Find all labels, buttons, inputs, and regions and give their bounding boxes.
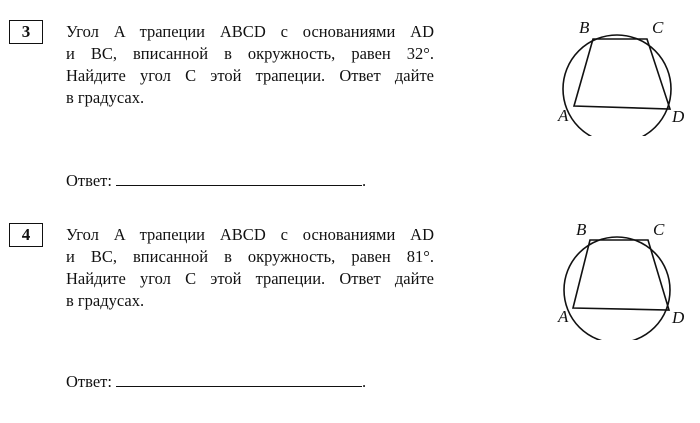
answer-row xyxy=(66,170,366,192)
problem-statement xyxy=(66,21,434,109)
statement-line: Найдите угол C этой трапеции. Ответ дайте xyxy=(66,269,434,288)
answer-period: . xyxy=(361,372,367,391)
answer-row xyxy=(66,371,366,393)
statement-line: в градусах. xyxy=(66,88,145,107)
vertex-label-a: A xyxy=(558,307,569,326)
trapezoid xyxy=(574,39,670,109)
vertex-label-d: D xyxy=(672,107,685,126)
inscribed-trapezoid-diagram xyxy=(548,220,696,340)
problem-3 xyxy=(0,20,700,220)
answer-period: . xyxy=(361,171,367,190)
vertex-label-d: D xyxy=(672,308,685,327)
answer-blank[interactable] xyxy=(116,371,362,387)
vertex-label-a: A xyxy=(558,106,569,125)
problem-number-badge: 4 xyxy=(9,223,43,247)
trapezoid xyxy=(573,240,669,310)
vertex-label-b: B xyxy=(576,220,587,239)
problem-4 xyxy=(0,220,700,423)
statement-line: Угол A трапеции ABCD с основаниями AD xyxy=(66,22,434,41)
statement-line: в градусах. xyxy=(66,291,145,310)
circumcircle xyxy=(564,237,670,340)
inscribed-trapezoid-diagram xyxy=(548,16,696,136)
statement-line: Найдите угол C этой трапеции. Ответ дайте xyxy=(66,66,434,85)
statement-line: и BC, вписанной в окружность, равен 32°. xyxy=(66,44,434,63)
vertex-label-c: C xyxy=(653,220,665,239)
answer-label: Ответ: xyxy=(66,171,112,190)
problem-number-badge: 3 xyxy=(9,20,43,44)
answer-label: Ответ: xyxy=(66,372,112,391)
vertex-label-b: B xyxy=(579,18,590,37)
problem-statement xyxy=(66,224,434,312)
answer-blank[interactable] xyxy=(116,170,362,186)
trapezoid-figure xyxy=(548,220,696,340)
trapezoid-figure xyxy=(548,16,696,136)
statement-line: и BC, вписанной в окружность, равен 81°. xyxy=(66,247,434,266)
vertex-label-c: C xyxy=(652,18,664,37)
statement-line: Угол A трапеции ABCD с основаниями AD xyxy=(66,225,434,244)
